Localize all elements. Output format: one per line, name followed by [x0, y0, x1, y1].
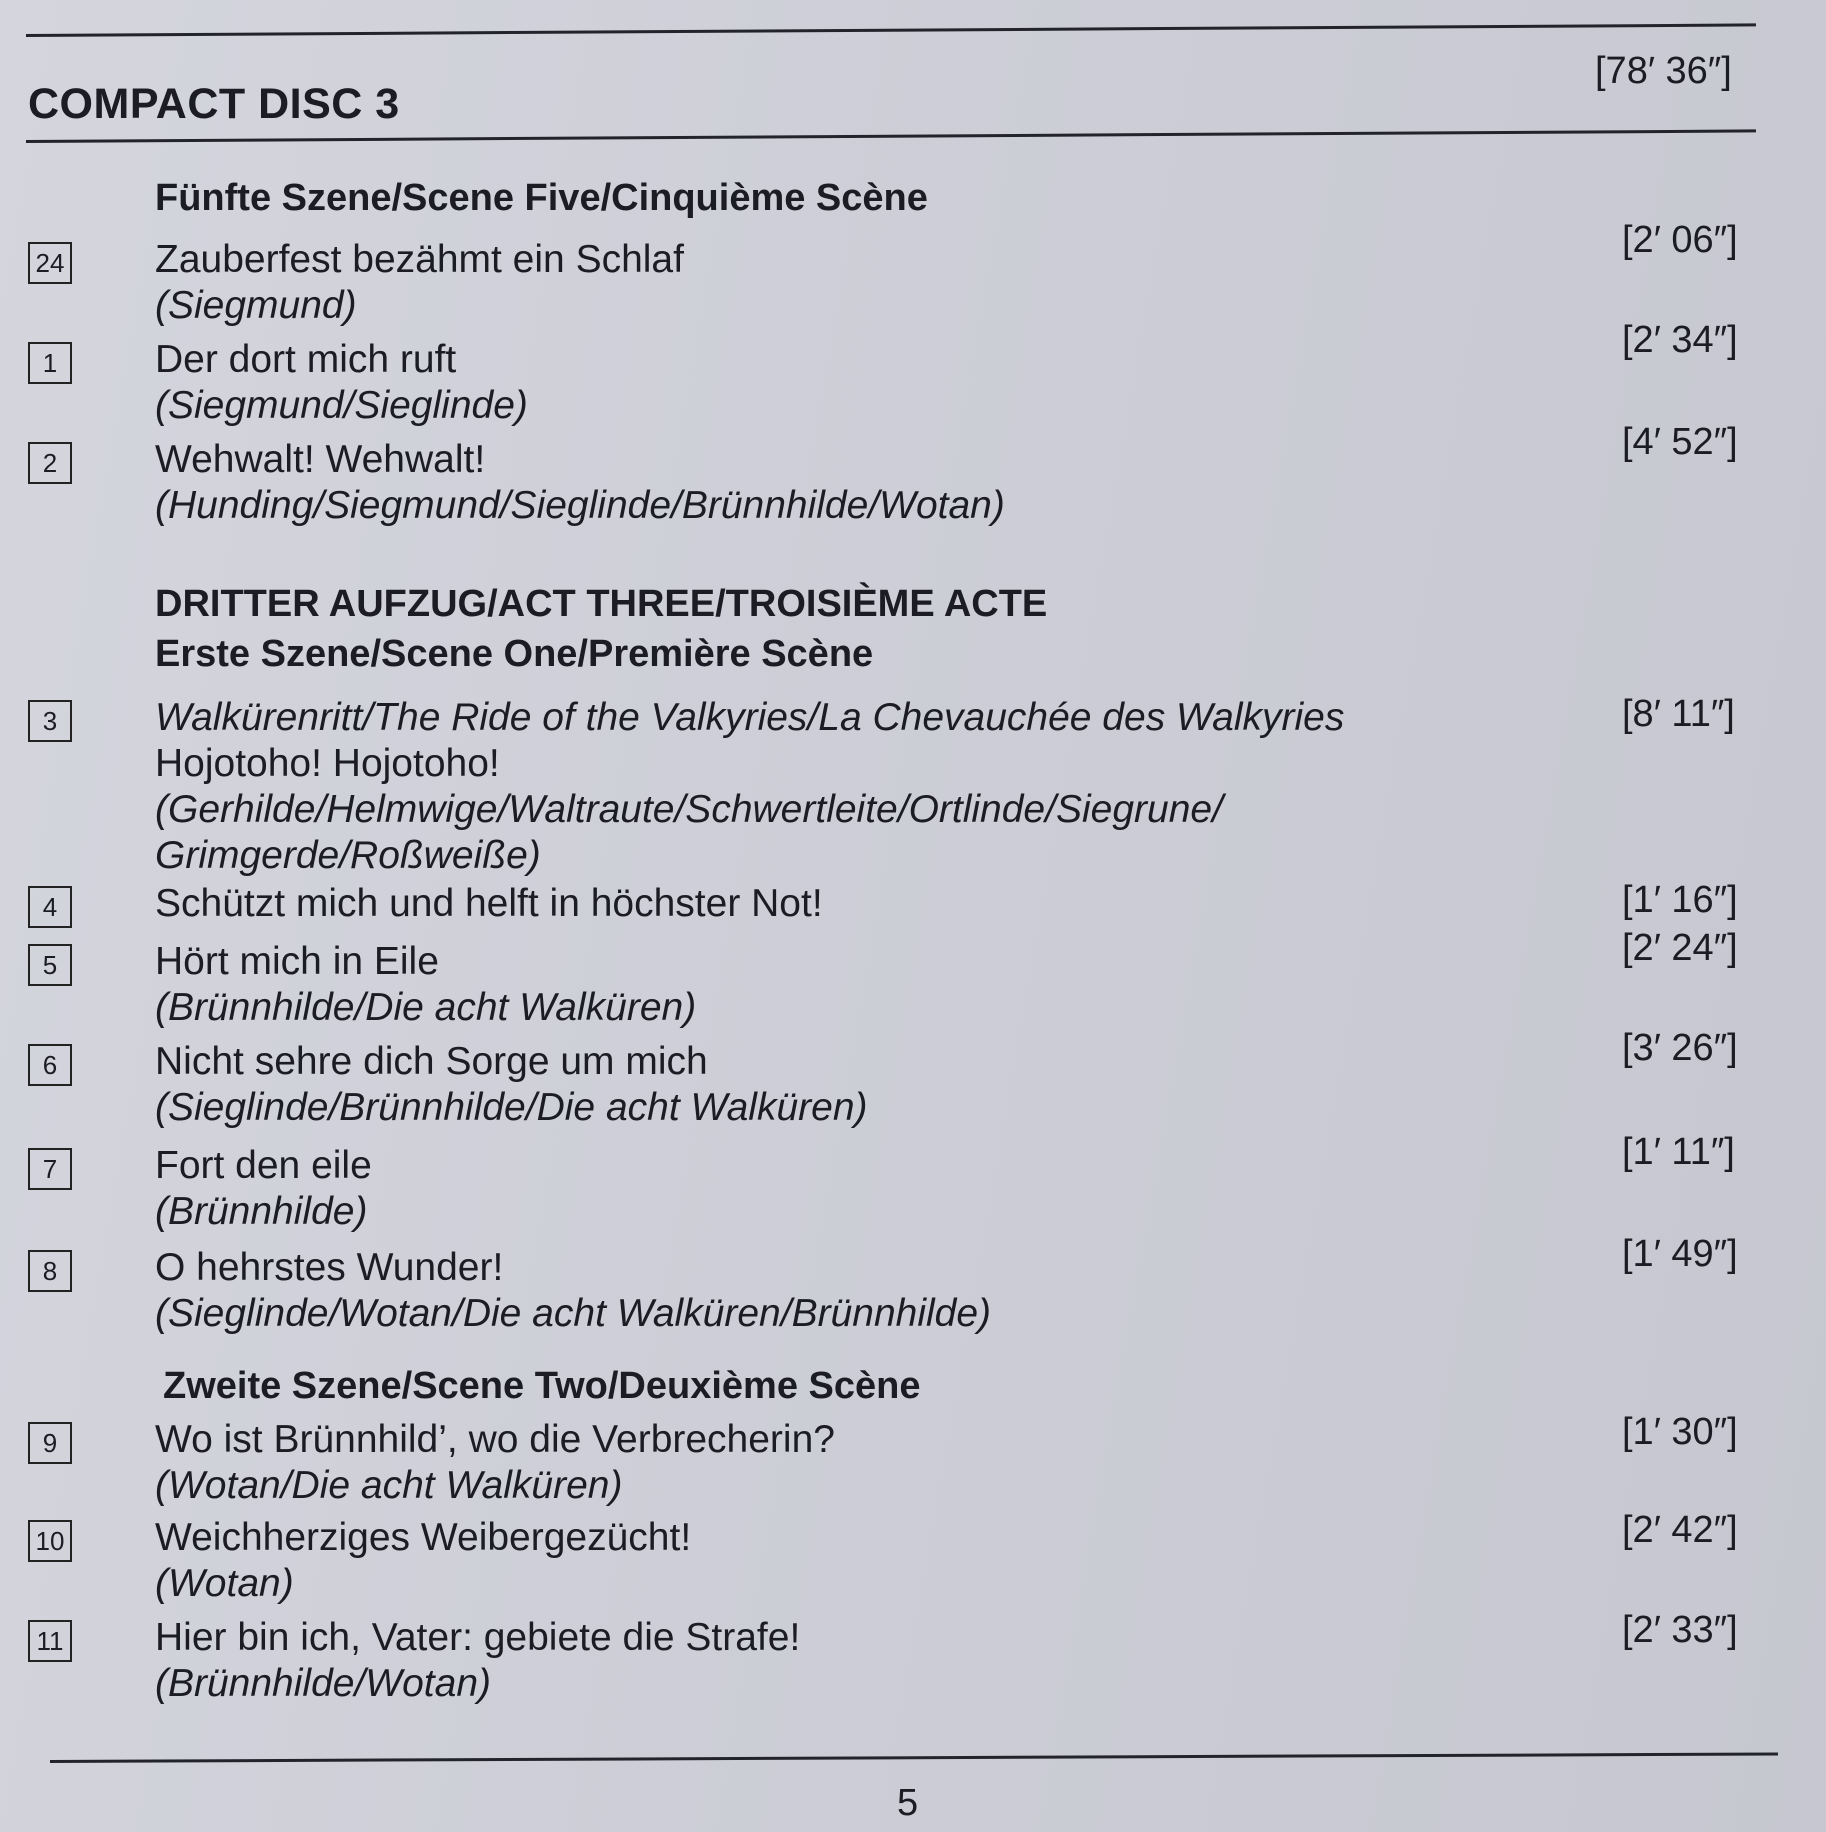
section-heading-scene-five: Fünfte Szene/Scene Five/Cinquième Scène: [155, 177, 928, 219]
track-roles: (Brünnhilde): [155, 1190, 368, 1233]
track-duration: [2′ 06″]: [1622, 219, 1738, 261]
track-duration: [2′ 42″]: [1622, 1509, 1738, 1551]
page-number: 5: [897, 1782, 919, 1824]
track-title: Hört mich in Eile: [155, 940, 439, 983]
track-duration: [3′ 26″]: [1622, 1027, 1738, 1069]
track-number: 11: [28, 1620, 72, 1662]
track-title: Wehwalt! Wehwalt!: [155, 438, 486, 481]
section-heading-scene-one: Erste Szene/Scene One/Première Scène: [155, 633, 874, 675]
track-subtitle: Hojotoho! Hojotoho!: [155, 742, 500, 785]
track-number: 7: [28, 1148, 72, 1190]
track-roles: (Brünnhilde/Wotan): [155, 1662, 491, 1705]
disc-title: COMPACT DISC 3: [28, 80, 400, 128]
track-roles: (Gerhilde/Helmwige/Waltraute/Schwertleite/Ortlinde/Siegrune/: [155, 788, 1223, 831]
top-rule: [26, 23, 1756, 37]
track-title: O hehrstes Wunder!: [155, 1246, 504, 1289]
footer-rule: [50, 1752, 1778, 1763]
track-title: Hier bin ich, Vater: gebiete die Strafe!: [155, 1616, 801, 1659]
track-roles: (Sieglinde/Wotan/Die acht Walküren/Brünnhilde): [155, 1292, 992, 1335]
track-roles: (Wotan): [155, 1562, 294, 1605]
track-title: Schützt mich und helft in höchster Not!: [155, 882, 823, 925]
track-roles: (Siegmund/Sieglinde): [155, 384, 528, 427]
header-rule: [26, 129, 1756, 143]
track-number: 1: [28, 342, 72, 384]
track-duration: [1′ 16″]: [1622, 879, 1738, 921]
track-title: Der dort mich ruft: [155, 338, 457, 381]
section-heading-act-three: DRITTER AUFZUG/ACT THREE/TROISIÈME ACTE: [155, 583, 1048, 625]
track-roles: (Brünnhilde/Die acht Walküren): [155, 986, 697, 1029]
track-number: 2: [28, 442, 72, 484]
track-number: 3: [28, 700, 72, 742]
track-duration: [2′ 24″]: [1622, 927, 1738, 969]
disc-total-duration: [78′ 36″]: [1595, 50, 1732, 92]
track-roles: (Siegmund): [155, 284, 357, 327]
track-number: 10: [28, 1520, 72, 1562]
track-number: 9: [28, 1422, 72, 1464]
track-roles: (Wotan/Die acht Walküren): [155, 1464, 623, 1507]
track-duration: [4′ 52″]: [1622, 421, 1738, 463]
track-number: 4: [28, 886, 72, 928]
track-duration: [8′ 11″]: [1622, 693, 1735, 735]
track-number: 24: [28, 242, 72, 284]
track-title: Fort den eile: [155, 1144, 372, 1187]
track-roles-continued: Grimgerde/Roßweiße): [155, 834, 541, 877]
track-title: Wo ist Brünnhild’, wo die Verbrecherin?: [155, 1418, 835, 1461]
track-title: Zauberfest bezähmt ein Schlaf: [155, 238, 684, 281]
track-title: Nicht sehre dich Sorge um mich: [155, 1040, 708, 1083]
track-duration: [1′ 11″]: [1622, 1131, 1735, 1173]
track-duration: [2′ 34″]: [1622, 319, 1738, 361]
track-duration: [2′ 33″]: [1622, 1609, 1738, 1651]
track-roles: (Hunding/Siegmund/Sieglinde/Brünnhilde/Wotan): [155, 484, 1005, 527]
track-roles: (Sieglinde/Brünnhilde/Die acht Walküren): [155, 1086, 868, 1129]
track-title: Weichherziges Weibergezücht!: [155, 1516, 692, 1559]
track-title: Walkürenritt/The Ride of the Valkyries/La Chevauchée des Walkyries: [155, 696, 1345, 739]
track-duration: [1′ 49″]: [1622, 1233, 1738, 1275]
track-number: 8: [28, 1250, 72, 1292]
section-heading-scene-two: Zweite Szene/Scene Two/Deuxième Scène: [163, 1365, 921, 1407]
track-number: 6: [28, 1044, 72, 1086]
track-duration: [1′ 30″]: [1622, 1411, 1738, 1453]
track-number: 5: [28, 944, 72, 986]
